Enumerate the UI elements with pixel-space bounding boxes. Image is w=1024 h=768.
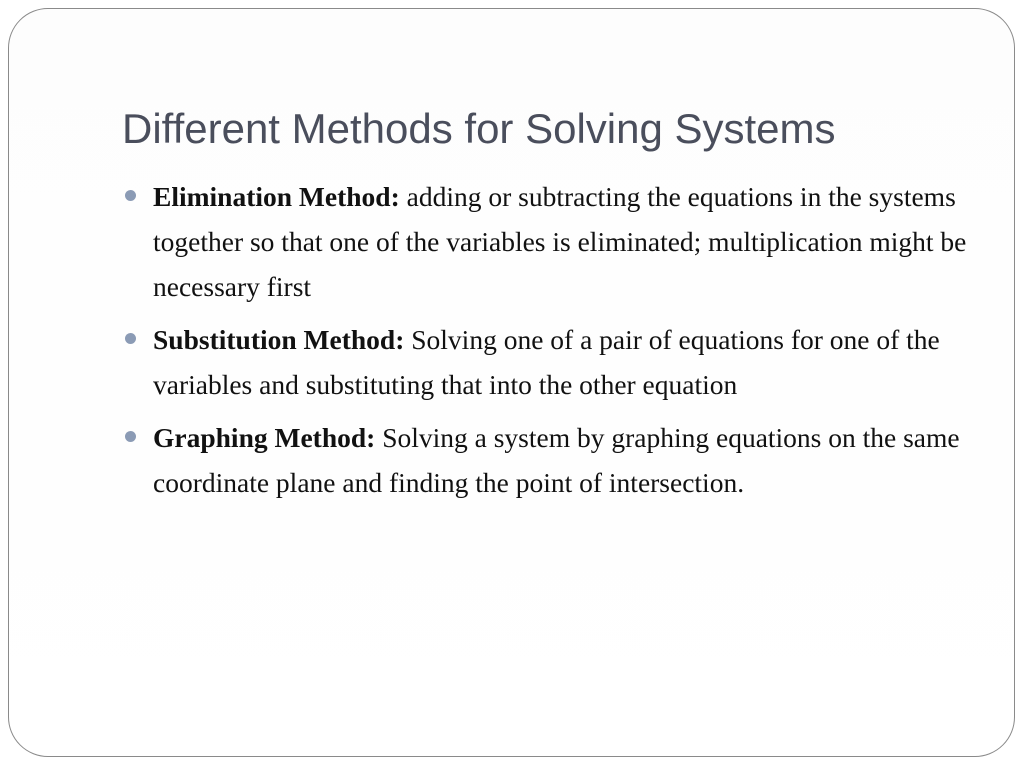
bullet-item-substitution bbox=[153, 317, 983, 407]
bullet-description: adding or subtracting the equations in the systems together so that one of the variables is eliminated; multiplication might be necessary first bbox=[153, 181, 967, 302]
bullet-list bbox=[153, 174, 983, 513]
bullet-term: Elimination Method: bbox=[153, 181, 407, 212]
bullet-dot-icon bbox=[125, 431, 136, 442]
bullet-dot-icon bbox=[125, 190, 136, 201]
bullet-term: Graphing Method: bbox=[153, 422, 383, 453]
bullet-description: Solving a system by graphing equations on the same coordinate plane and finding the point of intersection. bbox=[153, 422, 960, 498]
bullet-item-graphing bbox=[153, 415, 983, 505]
slide-frame bbox=[8, 8, 1015, 757]
bullet-dot-icon bbox=[125, 333, 136, 344]
bullet-description: Solving one of a pair of equations for one of the variables and substituting that into the other equation bbox=[153, 324, 940, 400]
bullet-item-elimination bbox=[153, 174, 983, 309]
bullet-term: Substitution Method: bbox=[153, 324, 412, 355]
slide-title: Different Methods for Solving Systems bbox=[122, 105, 836, 152]
